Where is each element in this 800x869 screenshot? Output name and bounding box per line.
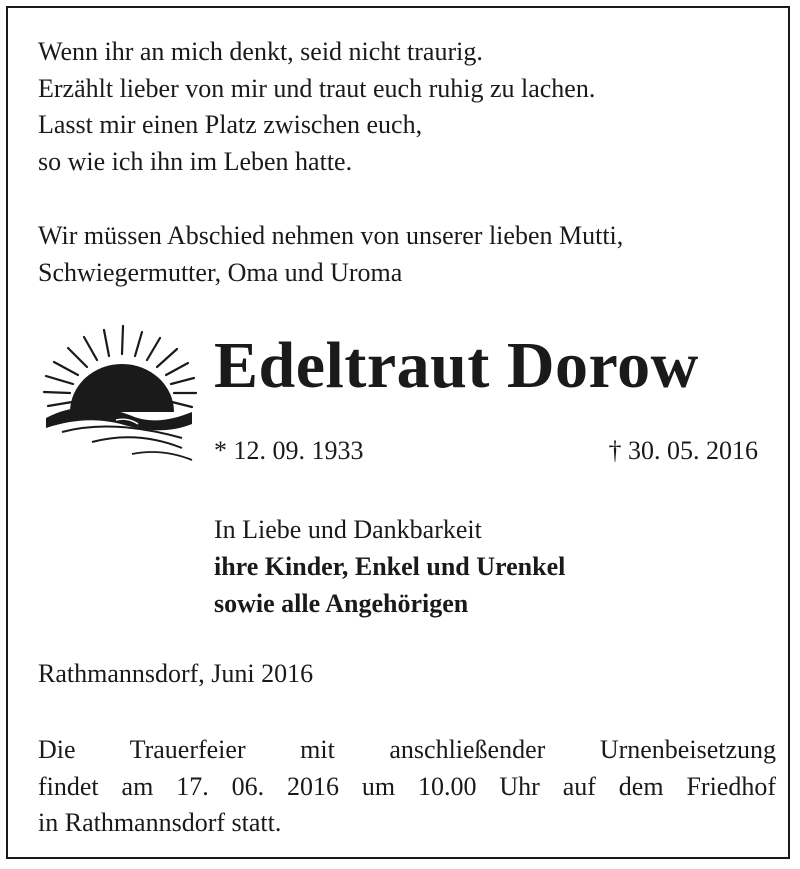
mourners [214,511,565,622]
poem-line: Erzählt lieber von mir und traut euch ruhig zu lachen. [38,73,596,103]
poem-line: Lasst mir einen Platz zwischen euch, [38,110,423,139]
farewell-intro [38,218,623,291]
death-date: † 30. 05. 2016 [608,436,758,465]
mourners-line-bold: sowie alle Angehörigen [214,589,469,618]
funeral-ceremony-info [38,732,776,842]
poem-line: Wenn ihr an mich denkt, seid nicht traurig. [38,37,483,66]
birth-date: * 12. 09. 1933 [214,436,364,465]
poem-line: so wie ich ihn im Leben hatte. [38,146,353,176]
obituary-notice [6,6,790,859]
ceremony-line: Die Trauerfeier mit anschließender Urnenbeisetzung [38,735,776,764]
mourners-line: In Liebe und Dankbarkeit [214,515,482,544]
intro-line: Wir müssen Abschied nehmen von unserer lieben Mutti, [38,221,624,250]
poem [38,34,595,180]
ceremony-line: findet am 17. 06. 2016 um 10.00 Uhr auf dem Friedhof [38,771,776,801]
place-and-date: Rathmannsdorf, Juni 2016 [38,659,314,688]
deceased-name: Edeltraut Dorow [214,329,699,402]
sunset-over-hills-icon [32,320,202,470]
ceremony-line: in Rathmannsdorf statt. [38,808,282,837]
intro-line: Schwiegermutter, Oma und Uroma [38,257,403,287]
mourners-line-bold: ihre Kinder, Enkel und Urenkel [214,552,566,581]
